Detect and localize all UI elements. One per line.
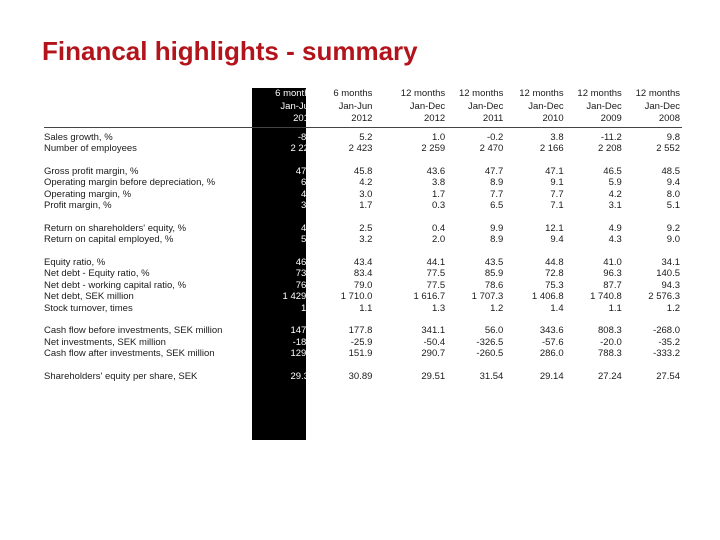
table-row: [44, 280, 682, 292]
table-cell: 2 576.3: [648, 291, 680, 302]
row-label: Profit margin, %: [44, 200, 112, 211]
table-cell: 7.7: [550, 188, 564, 200]
table-cell: 2 208: [598, 143, 622, 154]
row-label: Shareholders' equity per share, SEK: [44, 370, 198, 382]
table-cell: 2 423: [348, 143, 373, 154]
table-cell: 12.1: [545, 222, 564, 234]
row-label: Cash flow after investments, SEK million: [44, 348, 215, 359]
column-header: 2012: [424, 113, 446, 124]
table-row: [44, 223, 682, 235]
table-cell: 9.1: [550, 177, 564, 188]
table-cell: 43.6: [426, 165, 446, 177]
table-cell: 56.0: [484, 325, 504, 336]
row-label: Net debt, SEK million: [44, 291, 134, 302]
table-cell: 140.5: [656, 268, 680, 279]
group-gap: [44, 246, 682, 257]
column-header: Jan-Dec: [644, 100, 680, 112]
column-header: 2010: [542, 113, 564, 124]
table-cell: 1.1: [359, 302, 373, 314]
row-label: Sales growth, %: [44, 131, 113, 143]
table-cell: 1 740.8: [590, 291, 622, 302]
table-cell: 47.3: [295, 165, 315, 177]
row-label: Operating margin before depreciation, %: [44, 177, 216, 188]
table-cell: 151.9: [348, 348, 373, 359]
table-cell: 77.5: [426, 279, 446, 291]
table-row: [44, 189, 682, 201]
row-label: Return on capital employed, %: [44, 234, 174, 245]
table-cell: 0.3: [431, 200, 446, 211]
table-cell: 1 406.8: [531, 291, 564, 302]
table-cell: 46.0: [295, 256, 315, 268]
table-cell: 78.6: [484, 279, 504, 291]
table-cell: 1 707.3: [471, 291, 504, 302]
table-cell: 4.3: [608, 234, 622, 245]
table-cell: 27.24: [598, 370, 622, 382]
table-cell: 47.1: [545, 165, 564, 177]
table-cell: -0.2: [486, 131, 504, 143]
table-cell: 1.1: [608, 302, 622, 314]
table-cell: -268.0: [653, 325, 680, 336]
column-header: Jan-Dec: [528, 100, 564, 112]
table-cell: 0.4: [431, 222, 446, 234]
table-cell: -18.6: [292, 336, 315, 348]
table-cell: 1.2: [301, 302, 315, 314]
table-cell: -11.2: [600, 131, 622, 143]
table-cell: 4.9: [608, 222, 622, 234]
table-cell: -260.5: [476, 348, 504, 359]
table-cell: 286.0: [539, 348, 564, 359]
table-cell: 8.9: [490, 234, 504, 245]
table-cell: 3.8: [431, 177, 446, 188]
table-cell: 73.3: [295, 268, 315, 279]
table-cell: 343.6: [539, 325, 564, 336]
row-label: Gross profit margin, %: [44, 165, 139, 177]
table-cell: 2.5: [359, 222, 373, 234]
table-cell: 30.89: [348, 370, 373, 382]
table-cell: 3.0: [301, 200, 315, 211]
row-label: Operating margin, %: [44, 188, 132, 200]
table-cell: -25.9: [350, 336, 373, 348]
row-label: Cash flow before investments, SEK million: [44, 325, 223, 336]
header-row: [44, 101, 682, 114]
table-cell: 6.0: [301, 177, 315, 188]
table-cell: -20.0: [600, 336, 622, 348]
header-spacer: [44, 113, 258, 126]
column-header: 12 months: [577, 88, 622, 99]
table-cell: 43.4: [353, 256, 373, 268]
table-cell: 79.0: [353, 279, 373, 291]
table-cell: 341.1: [421, 325, 446, 336]
column-header: 12 months: [400, 88, 446, 99]
table-cell: 83.4: [353, 268, 373, 279]
table-cell: 96.3: [603, 268, 622, 279]
table-cell: 34.1: [661, 256, 680, 268]
table-cell: 29.14: [539, 370, 564, 382]
table-cell: 48.5: [661, 165, 680, 177]
table-cell: 4.0: [301, 222, 315, 234]
table-cell: 94.3: [661, 279, 680, 291]
column-header: Jan-Jun: [280, 100, 315, 112]
column-header: Jan-Jun: [338, 100, 373, 112]
table-cell: 1.3: [431, 302, 446, 314]
table-cell: 9.8: [666, 131, 680, 143]
table-row: [44, 234, 682, 246]
table-cell: 29.51: [421, 370, 446, 382]
table-cell: 1.7: [359, 200, 373, 211]
table-row: [44, 166, 682, 178]
table-row: [44, 291, 682, 303]
row-label: Net debt - Equity ratio, %: [44, 268, 150, 279]
column-header: Jan-Dec: [586, 100, 622, 112]
table-cell: 9.0: [666, 234, 680, 245]
column-header: 2011: [482, 113, 504, 124]
table-cell: 85.9: [484, 268, 504, 279]
table-row: [44, 257, 682, 269]
table-cell: 3.8: [550, 131, 564, 143]
table-cell: 5.2: [359, 131, 373, 143]
table-cell: 6.5: [490, 200, 504, 211]
row-label: Net investments, SEK million: [44, 336, 166, 348]
table-row: [44, 303, 682, 315]
table-cell: 87.7: [603, 279, 622, 291]
row-label: Number of employees: [44, 143, 137, 154]
table-row: [44, 143, 682, 155]
table-cell: 2 166: [539, 143, 564, 154]
row-label: Return on shareholders' equity, %: [44, 222, 187, 234]
column-header: Jan-Dec: [409, 100, 446, 112]
table-cell: -326.5: [476, 336, 504, 348]
table-cell: -50.4: [423, 336, 446, 348]
column-header: 2013: [293, 113, 315, 124]
table-cell: 2 552: [656, 143, 680, 154]
table-cell: 1.7: [431, 188, 446, 200]
table-cell: 129.3: [290, 348, 315, 359]
table-cell: 1.2: [666, 302, 680, 314]
header-row: [44, 88, 682, 101]
table-cell: 2 222: [290, 143, 315, 154]
group-gap: [44, 212, 682, 223]
table-cell: 75.3: [545, 279, 564, 291]
table-cell: 788.3: [598, 348, 622, 359]
column-header: 6 months: [333, 88, 373, 99]
table-cell: 1 710.0: [340, 291, 373, 302]
table-row: [44, 325, 682, 337]
table-cell: 8.0: [666, 188, 680, 200]
row-label: Stock turnover, times: [44, 302, 133, 314]
table-cell: 45.8: [353, 165, 373, 177]
row-label: Net debt - working capital ratio, %: [44, 279, 187, 291]
table-cell: 2.0: [431, 234, 446, 245]
row-label: Equity ratio, %: [44, 256, 106, 268]
table-row: [44, 337, 682, 349]
table-cell: -35.2: [658, 336, 680, 348]
group-gap: [44, 314, 682, 325]
table-cell: 3.0: [359, 188, 373, 200]
table-cell: 1.4: [550, 302, 564, 314]
table-cell: 41.0: [603, 256, 622, 268]
table-cell: 43.5: [484, 256, 504, 268]
table-cell: 3.2: [359, 234, 373, 245]
table-cell: -8.7: [297, 131, 315, 143]
table-cell: 5.1: [666, 200, 680, 211]
financial-highlights-table: [44, 88, 682, 382]
table-cell: 7.1: [550, 200, 564, 211]
table-cell: 177.8: [348, 325, 373, 336]
column-header: Jan-Dec: [467, 100, 504, 112]
column-header: 12 months: [458, 88, 504, 99]
column-header: 12 months: [519, 88, 564, 99]
table-cell: 1.0: [431, 131, 446, 143]
table-cell: 2 259: [421, 143, 446, 154]
group-gap: [44, 155, 682, 166]
table-cell: -57.6: [541, 336, 564, 348]
table-cell: 5.9: [608, 177, 622, 188]
header-spacer: [44, 101, 258, 114]
table-cell: 47.7: [484, 165, 504, 177]
header-spacer: [44, 88, 258, 101]
table-cell: 9.4: [666, 177, 680, 188]
table-cell: 3.1: [608, 200, 622, 211]
table-cell: 44.1: [426, 256, 446, 268]
table-cell: 808.3: [598, 325, 622, 336]
table-cell: 46.5: [603, 165, 622, 177]
group-gap: [44, 360, 682, 371]
table-cell: 77.5: [426, 268, 446, 279]
table-cell: 290.7: [421, 348, 446, 359]
table-row: [44, 132, 682, 144]
column-header: 2008: [658, 113, 680, 124]
table-cell: 31.54: [479, 370, 504, 382]
table-cell: 29.38: [290, 370, 315, 382]
table-cell: 147.9: [290, 325, 315, 336]
header-row: [44, 113, 682, 126]
column-header: 6 months: [275, 88, 315, 99]
table-cell: 9.9: [490, 222, 504, 234]
table-row: [44, 268, 682, 280]
table-cell: 9.4: [550, 234, 564, 245]
column-header: 12 months: [635, 88, 680, 99]
table-cell: 7.7: [490, 188, 504, 200]
table-row: [44, 200, 682, 212]
table-cell: 44.8: [545, 256, 564, 268]
table-cell: 5.0: [301, 234, 315, 245]
column-header: 2012: [351, 113, 373, 124]
table-cell: 1.2: [490, 302, 504, 314]
table-cell: 4.2: [608, 188, 622, 200]
table-cell: 27.54: [656, 370, 680, 382]
column-header: 2009: [600, 113, 622, 124]
table-cell: 72.8: [545, 268, 564, 279]
table-cell: 1 616.7: [413, 291, 446, 302]
table-row: [44, 348, 682, 360]
table-cell: 1 429.3: [282, 291, 315, 302]
table-cell: 9.2: [666, 222, 680, 234]
table-row: [44, 177, 682, 189]
table-cell: 4.2: [359, 177, 373, 188]
table-cell: -333.2: [653, 348, 680, 359]
slide-title: Financal highlights - summary: [42, 36, 418, 66]
table-row: [44, 371, 682, 383]
table-cell: 76.9: [295, 279, 315, 291]
table-cell: 8.9: [490, 177, 504, 188]
table-cell: 4.6: [301, 188, 315, 200]
table-cell: 2 470: [479, 143, 504, 154]
